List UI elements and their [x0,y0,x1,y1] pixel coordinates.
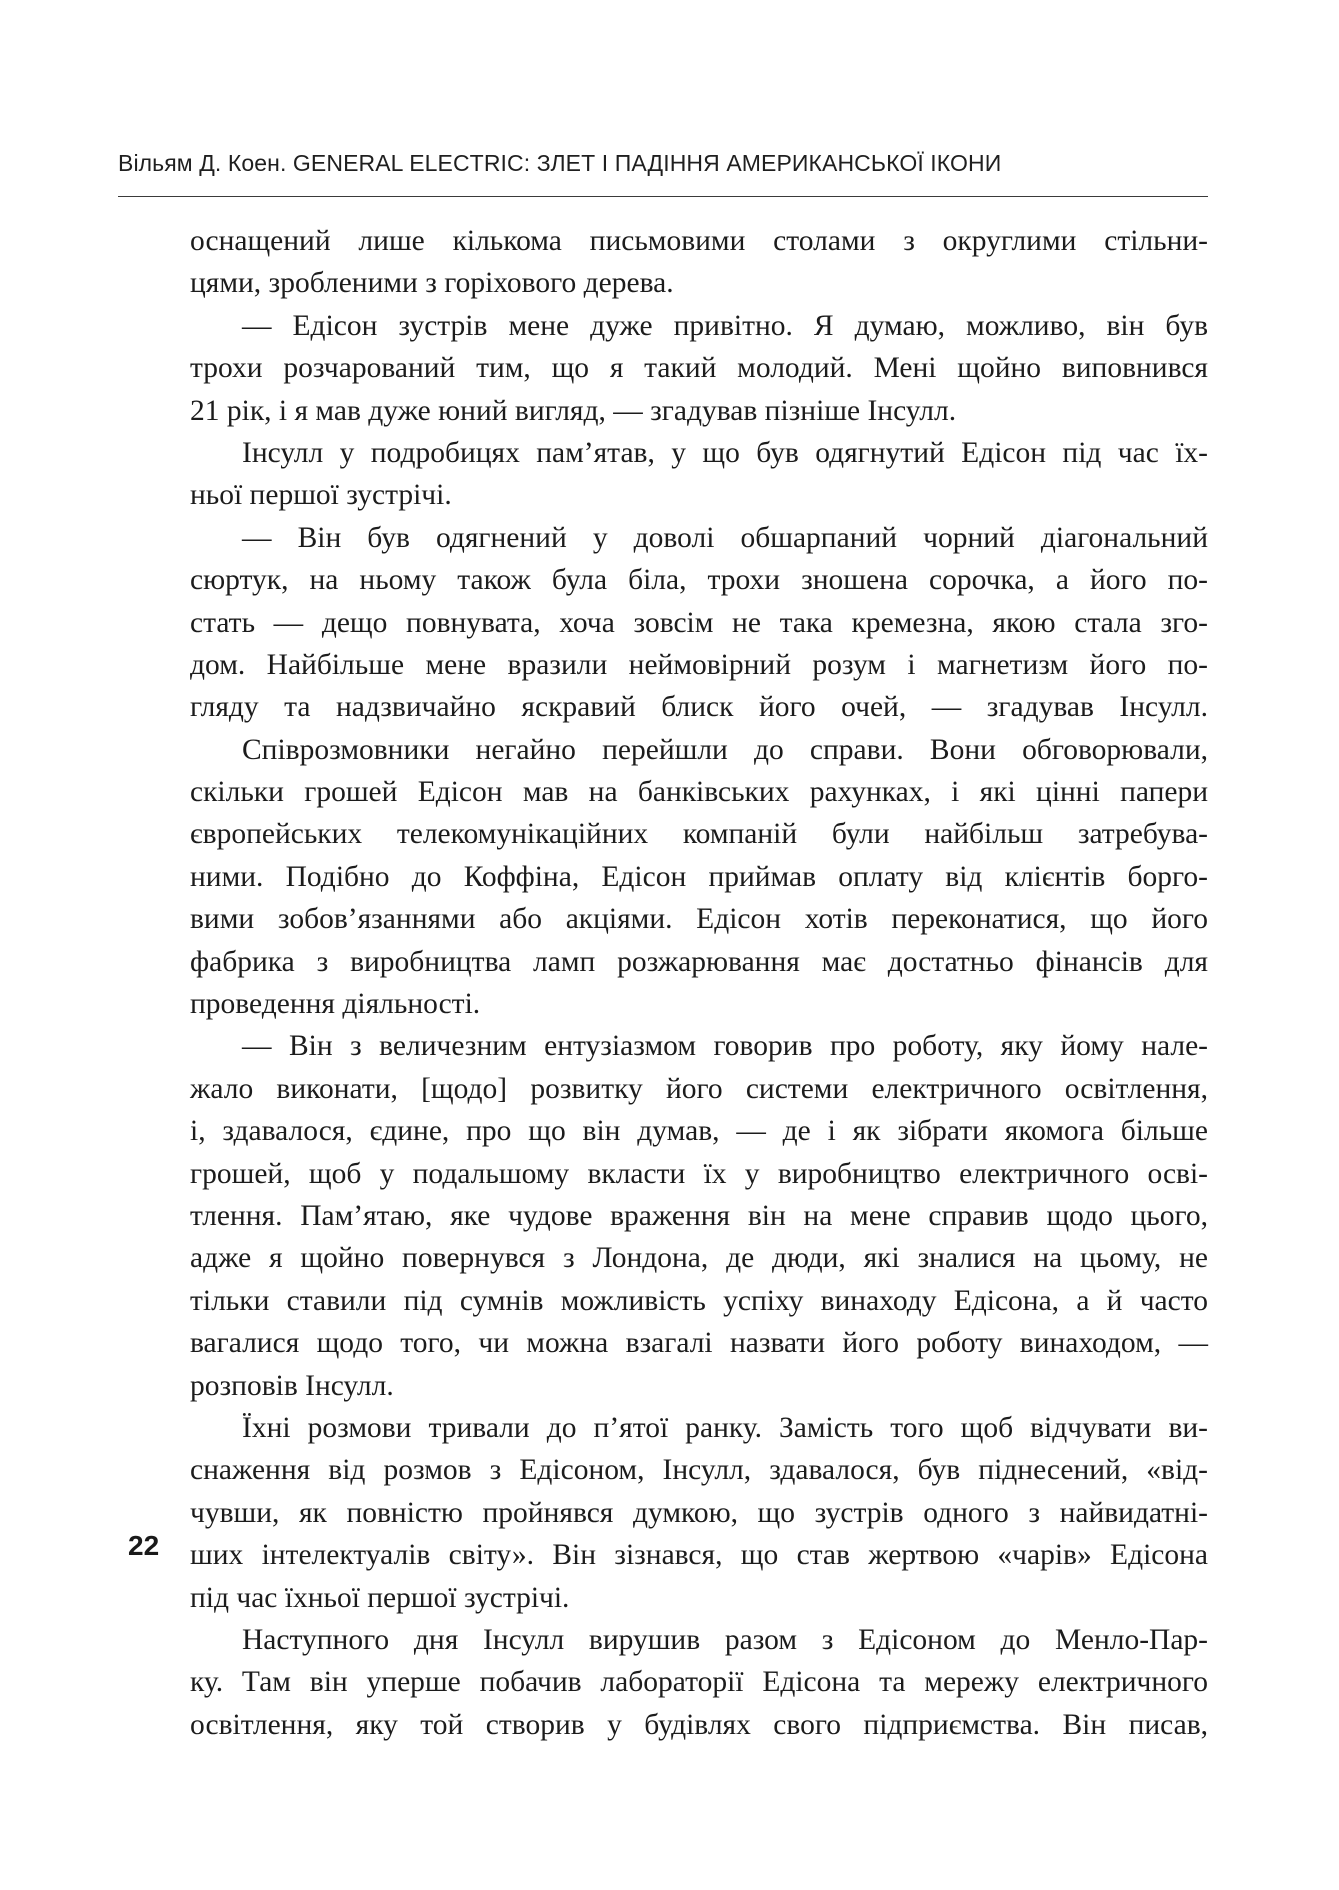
text-line: — Він з величезним ентузіазмом говорив про роботу, яку йому нале- [242,1030,1208,1063]
text-line: і, здавалося, єдине, про що він думав, — де і як зібрати якомога більше [190,1115,1208,1148]
text-line: освітлення, яку той створив у будівлях свого підприємства. Він писав, [190,1708,1208,1741]
text-line: цями, зробленими з горіхового дерева. [190,267,674,300]
text-line: фабрика з виробництва ламп розжарювання має достатньо фінансів для [190,945,1208,978]
text-line: Інсулл у подробицях пам’ятав, у що був одягнутий Едісон під час їх- [242,436,1208,469]
text-line: ними. Подібно до Коффіна, Едісон приймав оплату від клієнтів борго- [190,860,1208,893]
text-line: розповів Інсулл. [190,1369,394,1402]
text-line: снаження від розмов з Едісоном, Інсулл, здавалося, був піднесений, «від- [190,1454,1208,1487]
text-line: проведення діяльності. [190,988,481,1021]
text-line: трохи розчарований тим, що я такий молодий. Мені щойно виповнився [190,352,1208,385]
text-line: оснащений лише кількома письмовими столами з округлими стільни- [190,225,1208,257]
text-line: вими зобов’язаннями або акціями. Едісон хотів переконатися, що його [190,903,1208,936]
text-line: Наступного дня Інсулл вирушив разом з Едісоном до Менло-Пар- [242,1623,1208,1656]
text-line: під час їхньої першої зустрічі. [190,1581,570,1614]
header-divider [118,196,1208,197]
text-line: тільки ставили під сумнів можливість успіху винаходу Едісона, а й часто [190,1284,1208,1317]
page-number: 22 [128,1530,160,1561]
text-line: стать — дещо повнувата, хоча зовсім не така кремезна, якою стала зго- [190,606,1208,639]
text-line: вагалися щодо того, чи можна взагалі назвати його роботу винаходом, — [190,1327,1208,1360]
text-line: Їхні розмови тривали до п’ятої ранку. Замість того щоб відчувати ви- [242,1411,1208,1444]
body-text [190,220,1208,1746]
text-line: ку. Там він уперше побачив лабораторії Едісона та мережу електричного [190,1666,1208,1699]
text-line: дом. Найбільше мене вразили неймовірний розум і магнетизм його по- [190,648,1208,681]
text-line: сюртук, на ньому також була біла, трохи зношена сорочка, а його по- [190,564,1208,597]
text-line: тлення. Пам’ятаю, яке чудове враження він на мене справив щодо цього, [190,1199,1208,1232]
text-line: гляду та надзвичайно яскравий блиск його очей, — згадував Інсулл. [190,691,1208,724]
text-line: Співрозмовники негайно перейшли до справи. Вони обговорювали, [242,733,1208,766]
text-line: чувши, як повністю пройнявся думкою, що зустрів одного з найвидатні- [190,1496,1208,1529]
text-line: ньої першої зустрічі. [190,479,452,512]
text-line: адже я щойно повернувся з Лондона, де дюди, які зналися на цьому, не [190,1242,1208,1275]
running-header-title: Вільям Д. Коен. GENERAL ELECTRIC: ЗЛЕТ І ПАДІННЯ АМЕРИКАНСЬКОЇ ІКОНИ [118,150,1002,176]
text-line: європейських телекомунікаційних компаній були найбільш затребува- [190,818,1208,851]
text-line: 21 рік, і я мав дуже юний вигляд, — згадував пізніше Інсулл. [190,394,957,427]
text-line: жало виконати, [щодо] розвитку його системи електричного освітлення, [190,1072,1208,1105]
text-line: — Едісон зустрів мене дуже привітно. Я думаю, можливо, він був [242,309,1208,342]
text-line: грошей, щоб у подальшому вкласти їх у виробництво електричного осві- [190,1157,1208,1190]
text-line: — Він був одягнений у доволі обшарпаний чорний діагональний [242,521,1208,554]
text-line: ших інтелектуалів світу». Він зізнався, що став жертвою «чарів» Едісона [190,1539,1208,1572]
text-line: скільки грошей Едісон мав на банківських рахунках, і які цінні папери [190,776,1208,809]
